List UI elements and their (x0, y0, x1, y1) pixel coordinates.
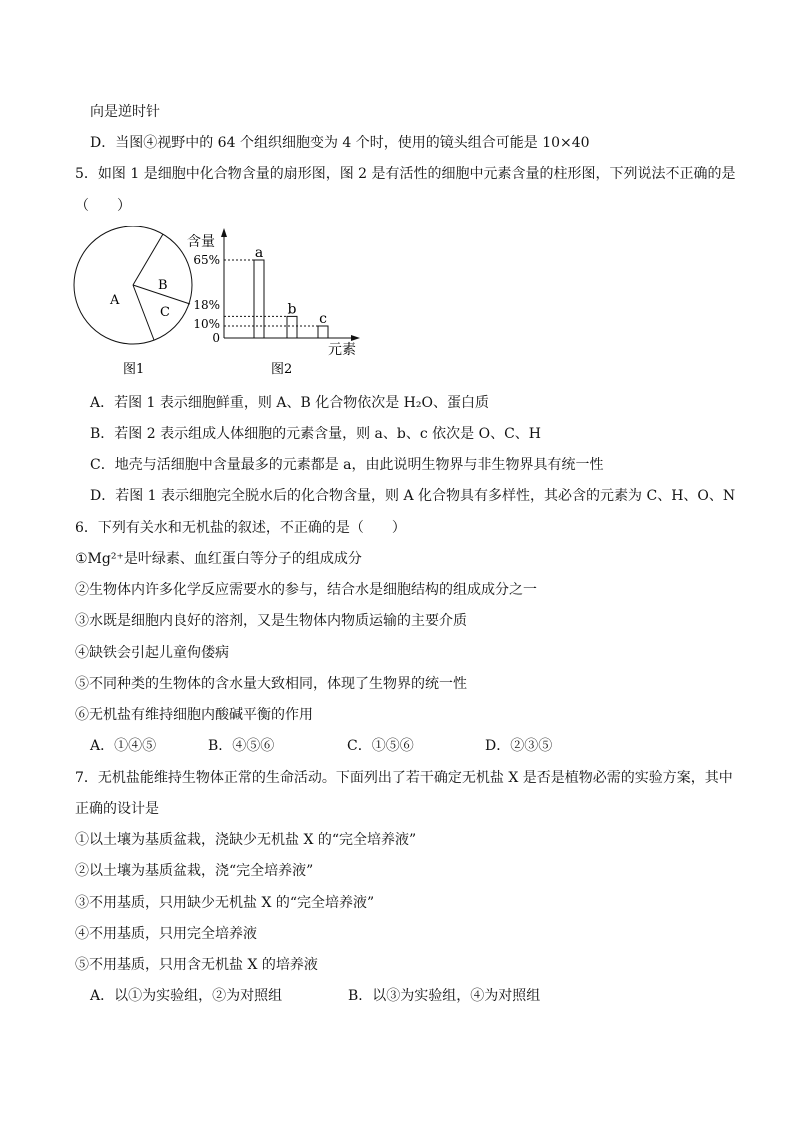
q7-plan-1: ①以土壤为基质盆栽，浇缺少无机盐 X 的“完全培养液” (75, 832, 417, 848)
q5-option-a: A．若图 1 表示细胞鲜重，则 A、B 化合物依次是 H₂O、蛋白质 (90, 395, 489, 411)
bar-a (254, 260, 264, 338)
q7-plan-5: ⑤不用基质，只用含无机盐 X 的培养液 (75, 957, 318, 973)
q7-option-a: A．以①为实验组，②为对照组 (90, 988, 283, 1004)
y-axis-label: 含量 (187, 234, 215, 250)
bar-label-b: b (287, 301, 297, 318)
q7-plan-2: ②以土壤为基质盆栽，浇“完全培养液” (75, 863, 314, 879)
q6-statement-3: ③水既是细胞内良好的溶剂，又是生物体内物质运输的主要介质 (75, 613, 467, 629)
q5-stem: 5．如图 1 是细胞中化合物含量的扇形图，图 2 是有活性的细胞中元素含量的柱形图，下列说法不正确的是 (75, 166, 736, 182)
q7-plan-3: ③不用基质，只用缺少无机盐 X 的“完全培养液” (75, 895, 375, 911)
q4-option-d: D．当图④视野中的 64 个组织细胞变为 4 个时，使用的镜头组合可能是 10×40 (90, 135, 590, 151)
q4-option-c-continued: 向是逆时针 (90, 104, 160, 120)
q7-stem: 7．无机盐能维持生物体正常的生命活动。下面列出了若干确定无机盐 X 是否是植物必需的实验方案，其中 (75, 770, 733, 786)
q5-answer-bracket: （ ） (75, 198, 131, 214)
y-tick-18: 18% (193, 298, 220, 312)
q6-statement-2: ②生物体内许多化学反应需要水的参与，结合水是细胞结构的组成成分之一 (75, 582, 537, 598)
q5-option-d: D．若图 1 表示细胞完全脱水后的化合物含量，则 A 化合物具有多样性，其必含的元素为 C、H、O、N (90, 488, 736, 504)
q6-statement-4: ④缺铁会引起儿童佝偻病 (75, 645, 229, 661)
y-tick-10: 10% (193, 317, 220, 331)
x-axis-label: 元素 (328, 342, 356, 358)
q5-option-c: C．地壳与活细胞中含量最多的元素都是 a，由此说明生物界与非生物界具有统一性 (90, 457, 604, 473)
pie-label-b: B (158, 278, 168, 293)
bar-c (318, 326, 328, 338)
bar-label-a: a (254, 245, 264, 261)
q6-statement-1: ①Mg²⁺是叶绿素、血红蛋白等分子的组成成分 (75, 551, 362, 567)
bar-label-c: c (319, 311, 327, 327)
bar-caption: 图2 (271, 362, 293, 377)
q6-option-d: D．②③⑤ (485, 738, 553, 754)
q6-option-c: C．①⑤⑥ (347, 738, 414, 754)
q7-stem-continued: 正确的设计是 (75, 801, 159, 817)
bar-b (287, 316, 297, 338)
q5-figures (66, 226, 386, 386)
q5-option-b: B．若图 2 表示组成人体细胞的元素含量，则 a、b、c 依次是 O、C、H (90, 426, 541, 442)
q6-statement-5: ⑤不同种类的生物体的含水量大致相同，体现了生物界的统一性 (75, 676, 467, 692)
pie-caption: 图1 (123, 362, 145, 377)
y-axis-arrow (221, 228, 227, 237)
q7-option-b: B．以③为实验组，④为对照组 (348, 988, 541, 1004)
y-tick-0: 0 (212, 331, 220, 345)
q6-options (90, 736, 552, 756)
pie-divider-3 (133, 285, 154, 340)
q7-plan-4: ④不用基质，只用完全培养液 (75, 926, 257, 942)
bar-chart (187, 228, 360, 377)
q7-options (90, 986, 540, 1006)
pie-label-c: C (160, 305, 170, 320)
y-tick-65: 65% (193, 253, 220, 267)
q6-stem: 6．下列有关水和无机盐的叙述，不正确的是（ ） (75, 520, 406, 536)
q6-option-a: A．①④⑤ (90, 738, 157, 754)
q6-option-b: B．④⑤⑥ (208, 738, 275, 754)
q6-statement-6: ⑥无机盐有维持细胞内酸碱平衡的作用 (75, 707, 313, 723)
x-axis-arrow (351, 335, 360, 341)
q5-figure-svg (66, 226, 386, 386)
pie-label-a: A (110, 293, 120, 308)
